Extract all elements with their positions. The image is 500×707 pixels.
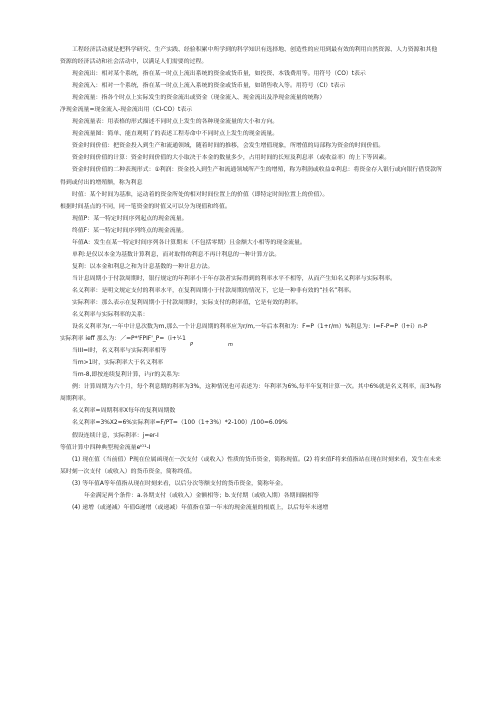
paragraph: 等值计算中四种典型现金流量eᴵᴼ¹-I (60, 444, 151, 451)
paragraph: 资金时间价值的二种表现形式：①利润：资金投入到生产和流通领域所产生的增殖，称为利润或收益②利息：将资金存入银行或向银行借贷款所得到或付出的增殖额，称为利息 (60, 167, 442, 186)
paragraph: 名义利率=3%X2=6%实际利率=F/PT=（100（1+3%）*2-100）/100=6.09% (72, 420, 288, 427)
paragraph: 单利:是仅以本金为基数计算利息，而对取得的利息不再计利息的一种计算方法。 (72, 251, 281, 258)
paragraph: 当m>1时，实际利率大于名义利率 (72, 360, 163, 367)
paragraph: 现金流量图：简单、能直观明了的表述工程寿命中不同时点上发生的现金流量。 (72, 131, 279, 138)
paragraph: 当m-8,即按连续复利计算，i与r的关系为: (72, 372, 180, 379)
formula-subscript: m (228, 342, 233, 349)
paragraph: 年值A：发生在某一特定时间序列各计算期末（不包括零期）且金额大小相等的现金流量。 (72, 239, 306, 246)
paragraph: (4) 递增（或递减）年值G递增（或递减）年值指在第一年末的现金流量的根底上，以后每年末递增 (72, 504, 329, 511)
paragraph: 设名义利率为r,一年中计息次数为m,那么一个计息周期的利率应为r/m,一年后本利和为：F=P（1+r/m）%利息为：I=F-P=P（l+i）n-P (72, 324, 428, 331)
paragraph: 当计息周期小于付款周期时，银行规定的年利率小于年存款者实际得到的利率水平不相等，从而产生知名义利率与实际利率。 (72, 275, 396, 282)
paragraph: 年金满足两个条件：a.各期支付（或收入）金额相等；b.支付期（或收入期）各期间隔相等 (84, 492, 319, 499)
paragraph: 时值：某个时间为基准，运动着的资金所处的相对时间位置上的价值（即特定时间位置上的价值）。 (72, 191, 329, 198)
paragraph: (1) 现在值（当前值）P现在位属函现在一次支付（或收入）性质的货币资金，简称现值。(2) 将来值F将来值指站在现在时刻来看，发生在未来某时刻一次支付（或收入）的货币资金，简称终值。 (60, 456, 442, 475)
paragraph: 现金流出：相对某个系统，指在某一时点上流出系统的资金或货币量，如投资、本钱费用等。用符号（CO）t表示 (72, 71, 366, 78)
paragraph: 当III=I时，名义利率与实际利率相等 (72, 348, 167, 355)
paragraph: 实际利率：那么表示在复利周期小于付款周期时，实际支付的利率值，它是有效的利率。 (72, 299, 302, 306)
paragraph: (3) 等年值A等年值指从现在时刻来看，以后分次等额支付的货币资金，简称年金。 (72, 480, 287, 487)
paragraph: 例：计算周期为六个月，每个利息期的利率为3%，这种情况也可表述为：年利率为6%,每半年复利计算一次。其中6%就是名义利率，而3%称周期利率。 (60, 384, 442, 403)
formula-subscript: P (190, 342, 194, 349)
paragraph: 终值F：某一特定时间序列终点的现金流量。 (72, 227, 188, 234)
paragraph: 根据时间基点的不同，同一笔资金的时值又可以分为现值和终值。 (60, 203, 231, 210)
paragraph: 名义利率与实际利率的关系： (72, 312, 149, 319)
document-body (60, 44, 442, 514)
paragraph: 复利：以本金和利息之和为计息基数的一种计息方法。 (72, 263, 214, 270)
paragraph: 假设连续计息，实际利率：j=er-I (72, 432, 159, 439)
paragraph: 现值P：某一特定时间序列起点的现金流量。 (72, 215, 188, 222)
paragraph: 净现金流量=现金流入-现金流出用（CI-CO）t表示 (60, 107, 193, 114)
paragraph: 实际利率 ieff 那么为：／=P*'FPIF'_P=（i+⅟-1 P m (60, 333, 442, 345)
paragraph: 资金时间价值的计算：资金时间价值的大小取决于本金的数量多少，占用时间的长短及利息率（或收益率）的上下等因素。 (72, 155, 391, 162)
paragraph: 现金流入：相对一个系统，指在某一时点上流入系统的资金或货币量，如销售收入等。用符号（CI）t表示 (72, 83, 346, 90)
paragraph: 名义利率：是明文规定支付的利率水平，在复利周期小于付款周期的情况下，它是一种非有效的“挂名”利率。 (72, 287, 355, 294)
paragraph: 名义利率=周期利率X每年的复利周期数 (72, 408, 176, 415)
paragraph: 工程经济活动就是把科学研究、生产实践、经验积累中所学到的科学知识有选择地、创造性的应用到最有效的利用自然资源、人力资源和其他资源的经济活动和社会活动中，以满足人们需要的过程。 (60, 47, 438, 66)
paragraph: 现金流量表：用表格的形式描述不同时点上发生的各种现金流量的大小和方向。 (72, 119, 279, 126)
paragraph: 资金时间价值：把资金投入到生产和流通领域，随着时间的推移，会发生增值现象，所增值的局部称为资金的时间价值。 (72, 143, 385, 150)
paragraph: 现金流量：指各个时点上实际发生的资金流出或资金（现金流入、现金流出及净现金流量的统称） (72, 95, 326, 102)
